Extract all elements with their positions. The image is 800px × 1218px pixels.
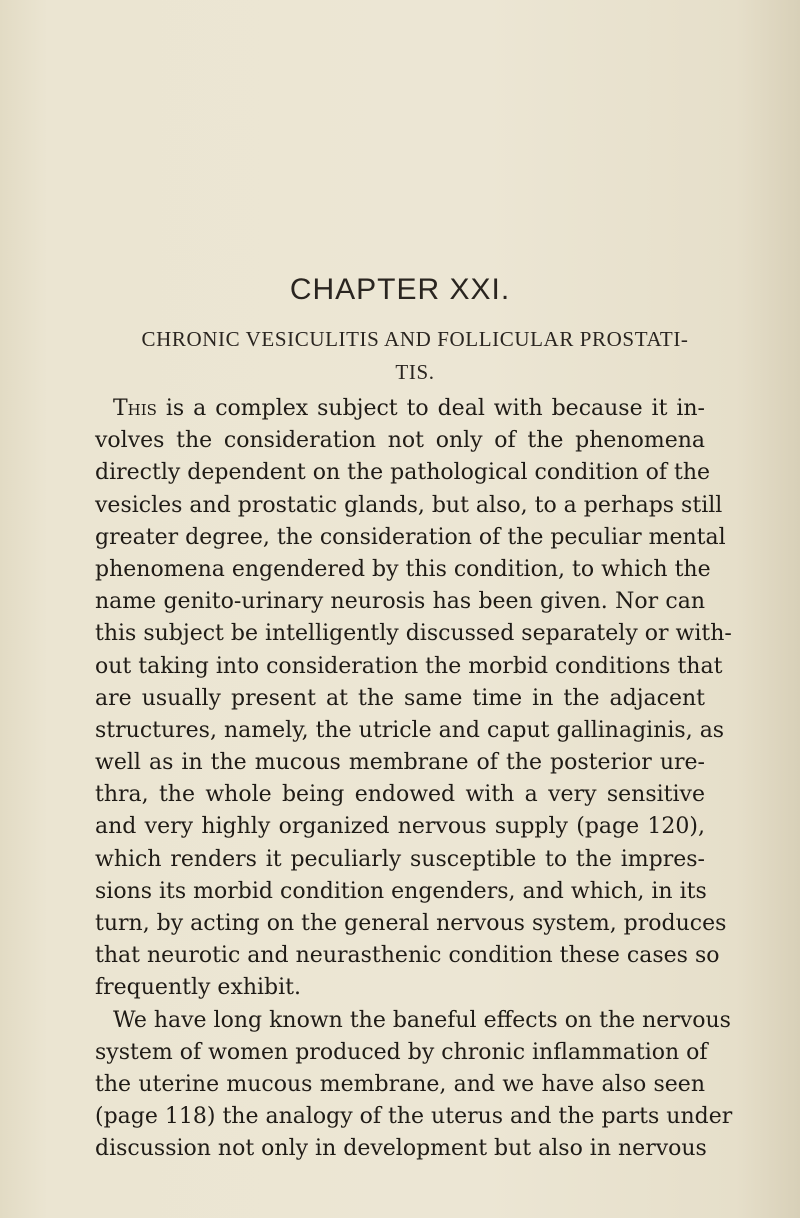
chapter-title-line: TIS. [395, 360, 435, 384]
text-line: greater degree, the consideration of the peculiar mental [95, 524, 726, 550]
text-line: We have long known the baneful effects on the nervous [113, 1007, 731, 1033]
text-line: phenomena engendered by this condition, to which the [95, 556, 711, 582]
text-line: out taking into consideration the morbid conditions that [95, 653, 723, 679]
text-line: name genito-urinary neurosis has been given. Nor can [95, 589, 705, 615]
text-line: vesicles and prostatic glands, but also, to a perhaps still [95, 492, 723, 518]
text-line: (page 118) the analogy of the uterus and the parts under [95, 1104, 733, 1130]
text-line: sions its morbid condition engenders, and which, in its [95, 878, 707, 904]
text-line: well as in the mucous membrane of the posterior ure- [95, 750, 705, 776]
text-line: system of women produced by chronic inflammation of [95, 1039, 708, 1065]
text-line: this subject be intelligently discussed separately or with- [95, 621, 732, 647]
text-line: directly dependent on the pathological condition of the [95, 460, 711, 486]
chapter-title [120, 323, 710, 389]
text-line: and very highly organized nervous supply (page 120), [95, 814, 705, 840]
text-line: volves the consideration not only of the phenomena [95, 428, 705, 454]
text-line: discussion not only in development but also in nervous [95, 1136, 707, 1162]
text-line: thra, the whole being endowed with a very sensitive [95, 782, 705, 808]
text-line [95, 393, 705, 425]
text-line: are usually present at the same time in the adjacent [95, 685, 705, 711]
text-line: the uterine mucous membrane, and we have also seen [95, 1071, 705, 1097]
text-line: turn, by acting on the general nervous system, produces [95, 911, 727, 936]
text-line: that neurotic and neurasthenic condition these cases so [95, 943, 720, 969]
chapter-heading: CHAPTER XXI. [289, 273, 511, 306]
text-line: structures, namely, the utricle and caput gallinaginis, as [95, 717, 725, 743]
body-text [95, 393, 733, 1166]
text-line: frequently exhibit. [95, 975, 302, 1001]
chapter-title-line: CHRONIC VESICULITIS AND FOLLICULAR PROSTATI- [141, 327, 689, 351]
lead-word: This [113, 396, 157, 421]
text-line: which renders it peculiarly susceptible to the impres- [95, 846, 705, 872]
text-line-content: is a complex subject to deal with because it in- [156, 396, 705, 421]
